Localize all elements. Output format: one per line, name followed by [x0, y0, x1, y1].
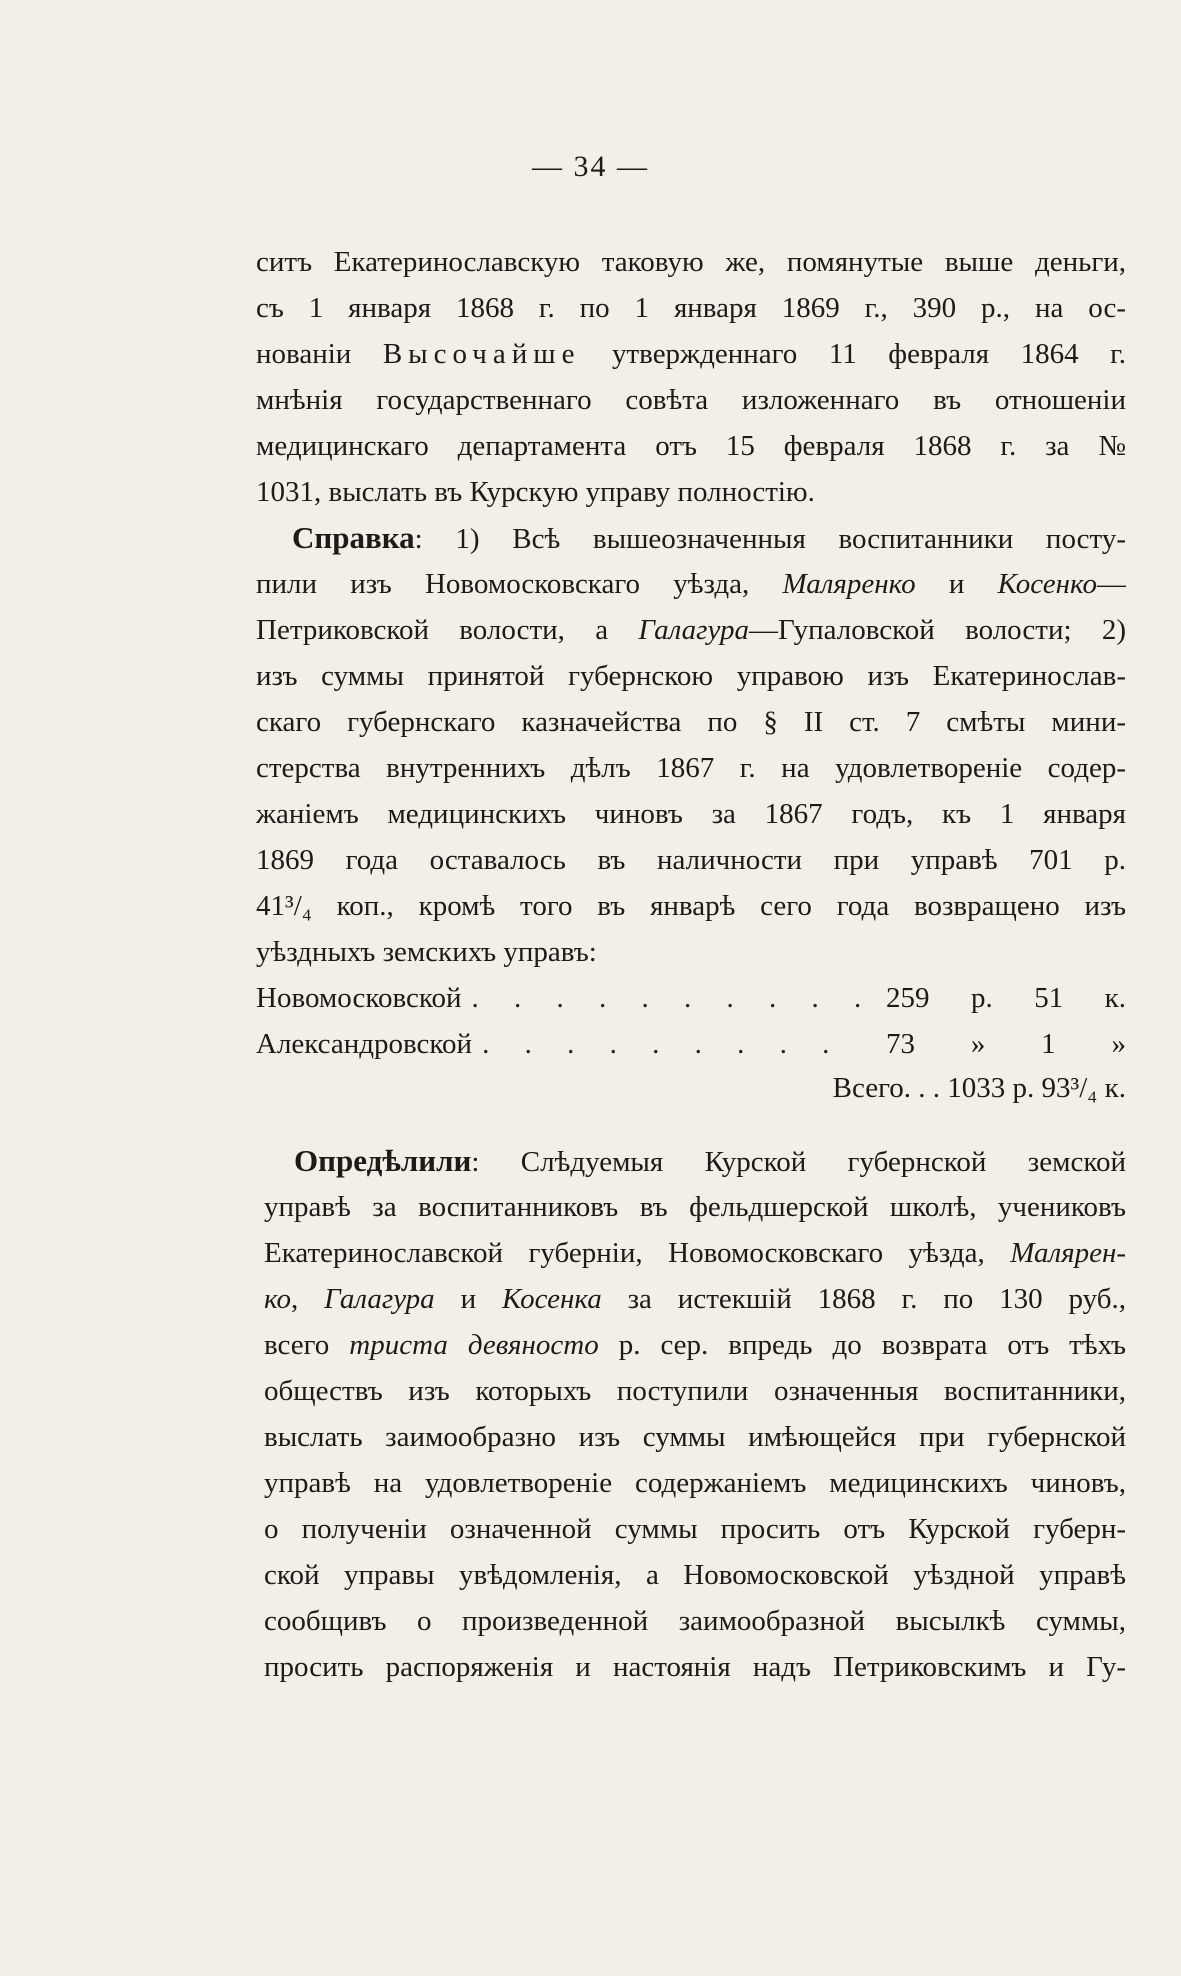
spravka-line: уѣздныхъ земскихъ управъ: — [256, 936, 597, 968]
opredelili-line: Опредѣлили: Слѣдуемыя Курской губернской земской — [294, 1143, 1126, 1178]
table-row: Александровской . . . . . . . . . 73 » 1 » — [256, 1024, 1126, 1064]
text-line: ситъ Екатеринославскую таковую же, помянутые выше деньги, — [256, 246, 1126, 278]
table-row-kop: 51 — [1034, 982, 1064, 1014]
opredelili-line: управѣ на удовлетвореніе содержаніемъ медицинскихъ чиновъ, — [264, 1467, 1126, 1499]
opredelili-line: ской управы увѣдомленія, а Новомосковской уѣздной управѣ — [264, 1559, 1126, 1591]
opredelili-heading: Опредѣлили — [294, 1143, 472, 1178]
table-row-rub: 259 — [886, 982, 930, 1014]
text-line: нованіи Высочайше утвержденнаго 11 февраля 1864 г. — [256, 338, 1126, 370]
opredelili-line: выслать заимообразно изъ суммы имѣющейся при губернской — [264, 1421, 1126, 1453]
spravka-line: изъ суммы принятой губернскою управою изъ Екатеринослав- — [256, 660, 1126, 692]
table-row-name: Александровской — [256, 1028, 473, 1060]
table-row-dots: . . . . . . . . . — [482, 1028, 844, 1060]
text-line: 1031, выслать въ Курскую управу полностію. — [256, 476, 815, 508]
spravka-line: 1869 года оставалось въ наличности при управѣ 701 р. — [256, 844, 1126, 876]
spravka-heading: Справка — [292, 520, 415, 555]
opredelili-line: управѣ за воспитанниковъ въ фельдшерской школѣ, учениковъ — [264, 1191, 1126, 1223]
opredelili-line: просить распоряженія и настоянія надъ Петриковскимъ и Гу- — [264, 1651, 1126, 1683]
opredelili-line: обществъ изъ которыхъ поступили означенныя воспитанники, — [264, 1375, 1126, 1407]
spravka-line: жаніемъ медицинскихъ чиновъ за 1867 годъ, къ 1 января — [256, 798, 1126, 830]
spravka-line: стерства внутреннихъ дѣлъ 1867 г. на удовлетвореніе содер- — [256, 752, 1126, 784]
opredelili-line: Екатеринославской губерніи, Новомосковскаго уѣзда, Малярен- — [264, 1237, 1126, 1269]
table-row-name: Новомосковской — [256, 982, 462, 1014]
page-number: — 34 — — [532, 150, 649, 183]
table-total: Всего. . . 1033 р. 93³/₄ к. — [832, 1072, 1126, 1104]
table-row: Новомосковской . . . . . . . . . . 259 р. 51 к. — [256, 978, 1126, 1018]
text-line: медицинскаго департамента отъ 15 февраля 1868 г. за № — [256, 430, 1126, 462]
text-line: съ 1 января 1868 г. по 1 января 1869 г., 390 р., на ос- — [256, 292, 1126, 324]
table-row-kop: 1 — [1041, 1028, 1056, 1060]
spravka-line: 41³/₄ коп., кромѣ того въ январѣ сего года возвращено изъ — [256, 890, 1126, 922]
opredelili-line: сообщивъ о произведенной заимообразной высылкѣ суммы, — [264, 1605, 1126, 1637]
opredelili-line: всего триста девяносто р. сер. впредь до возврата отъ тѣхъ — [264, 1329, 1126, 1361]
opredelili-line: ко, Галагура и Косенка за истекшій 1868 г. по 130 руб., — [264, 1283, 1126, 1315]
spaced-word: Высочайше — [382, 338, 581, 370]
table-row-dots: . . . . . . . . . . — [471, 982, 876, 1014]
spravka-line: Справка: 1) Всѣ вышеозначенныя воспитанники посту- — [292, 520, 1126, 555]
text-line: мнѣнія государственнаго совѣта изложеннаго въ отношеніи — [256, 384, 1126, 416]
table-row-rub: 73 — [886, 1028, 915, 1060]
spravka-line: пили изъ Новомосковскаго уѣзда, Маляренко и Косенко— — [256, 568, 1126, 600]
opredelili-line: о полученіи означенной суммы просить отъ Курской губерн- — [264, 1513, 1126, 1545]
spravka-line: Петриковской волости, а Галагура—Гупаловской волости; 2) — [256, 614, 1126, 646]
spravka-line: скаго губернскаго казначейства по § II ст. 7 смѣты мини- — [256, 706, 1126, 738]
